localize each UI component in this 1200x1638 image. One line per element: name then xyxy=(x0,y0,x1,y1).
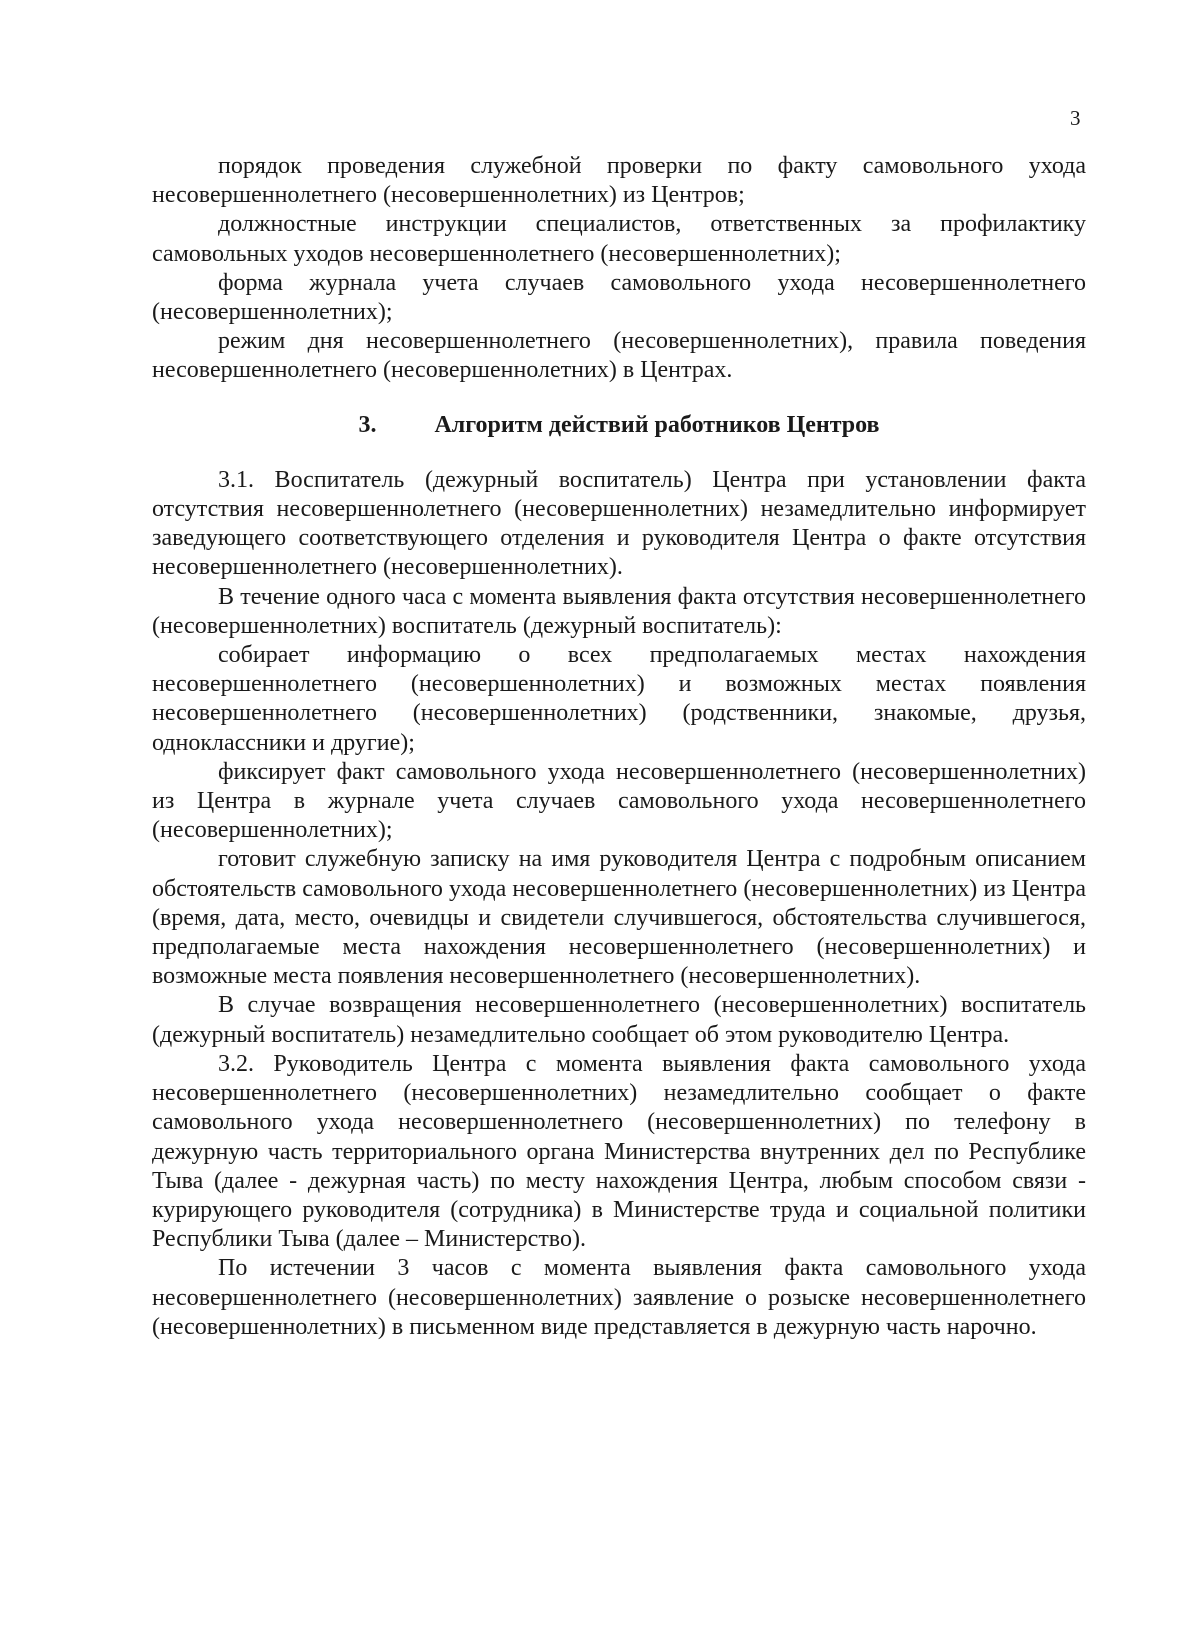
intro-item: форма журнала учета случаев самовольного ухода несовершеннолетнего (несовершеннолетних); xyxy=(152,269,1086,326)
section-title: Алгоритм действий работников Центров xyxy=(434,411,880,438)
paragraph: В течение одного часа с момента выявления факта отсутствия несовершеннолетнего (несовершеннолетних) воспитатель (дежурный воспитатель): xyxy=(152,583,1086,639)
paragraph: По истечении 3 часов с момента выявления факта самовольного ухода несовершеннолетнего (несовершеннолетних) заявление о розыске несовершеннолетнего (несовершеннолетних) в письменном виде представляется в дежурную часть нарочно. xyxy=(152,1255,1086,1340)
paragraph: фиксирует факт самовольного ухода несовершеннолетнего (несовершеннолетних) из Центра в журнале учета случаев самовольного ухода несовершеннолетнего (несовершеннолетних); xyxy=(152,758,1086,844)
paragraph: собирает информацию о всех предполагаемых местах нахождения несовершеннолетнего (несовершеннолетних) и возможных местах появления несовершеннолетнего (несовершеннолетних) (родственники, знакомые, друзья, одноклассники и другие); xyxy=(152,642,1086,756)
paragraph: В случае возвращения несовершеннолетнего (несовершеннолетних) воспитатель (дежурный воспитатель) незамедлительно сообщает об этом руководителю Центра. xyxy=(152,992,1086,1048)
document-body xyxy=(152,152,1086,1342)
section-heading xyxy=(152,411,1086,440)
paragraph: 3.2. Руководитель Центра с момента выявления факта самовольного ухода несовершеннолетнего (несовершеннолетних) незамедлительно сообщает о факте самовольного ухода несовершеннолетнего (несовершеннолетних) по телефону в дежурную часть территориального органа Министерства внутренних дел по Республике Тыва (далее - дежурная часть) по месту нахождения Центра, любым способом связи - курирующего руководителя (сотрудника) в Министерстве труда и социальной политики Республики Тыва (далее – Министерство). xyxy=(152,1050,1086,1253)
page-number: 3 xyxy=(1070,106,1081,130)
intro-item: режим дня несовершеннолетнего (несовершеннолетних), правила поведения несовершеннолетнего (несовершеннолетних) в Центрах. xyxy=(152,328,1086,384)
intro-item: порядок проведения служебной проверки по факту самовольного ухода несовершеннолетнего (несовершеннолетних) из Центров; xyxy=(152,153,1086,209)
paragraph: 3.1. Воспитатель (дежурный воспитатель) Центра при установлении факта отсутствия несовершеннолетнего (несовершеннолетних) незамедлительно информирует заведующего соответствующего отделения и руководителя Центра о факте отсутствия несовершеннолетнего (несовершеннолетних). xyxy=(152,466,1086,581)
section-number: 3. xyxy=(358,411,377,438)
paragraph: готовит служебную записку на имя руководителя Центра с подробным описанием обстоятельств самовольного ухода несовершеннолетнего (несовершеннолетних) из Центра (время, дата, место, очевидцы и свидетели случившегося, обстоятельства случившегося, предполагаемые места нахождения несовершеннолетнего (несовершеннолетних) и возможные места появления несовершеннолетнего (несовершеннолетних). xyxy=(152,846,1086,990)
intro-item: должностные инструкции специалистов, ответственных за профилактику самовольных уходов несовершеннолетнего (несовершеннолетних); xyxy=(152,211,1086,267)
